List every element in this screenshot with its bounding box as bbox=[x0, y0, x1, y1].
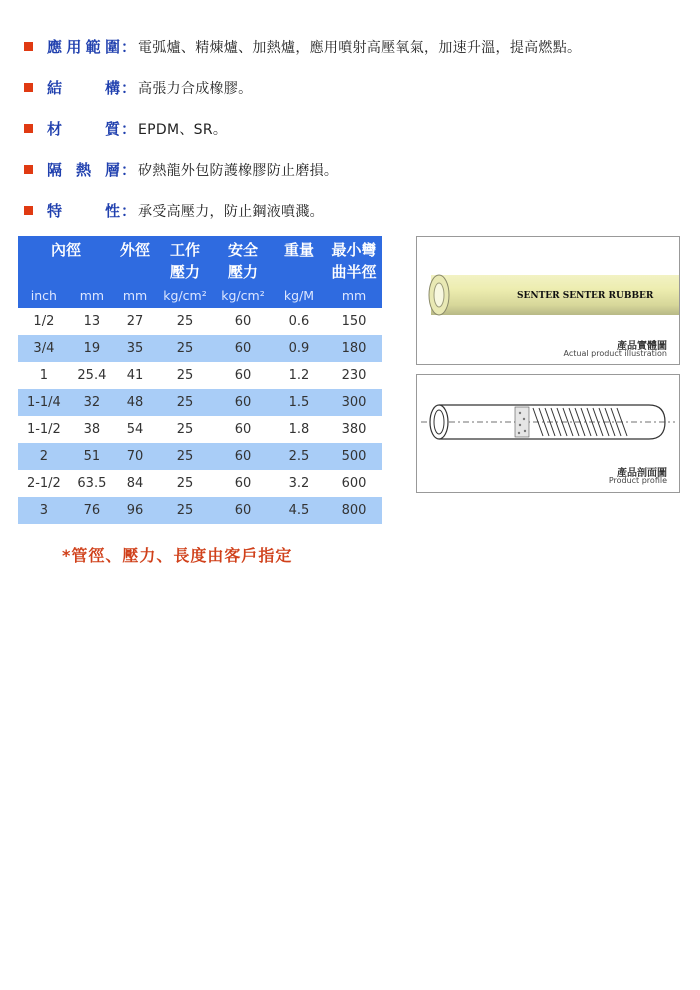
spec-value: 電弧爐、精煉爐、加熱爐，應用噴射高壓氧氣，加速升溫，提高燃點。 bbox=[138, 39, 582, 56]
table-cell: 60 bbox=[234, 314, 252, 329]
table-cell: 25 bbox=[156, 443, 214, 470]
table-row bbox=[18, 470, 382, 497]
unit-cell: kg/M bbox=[272, 282, 326, 308]
spec-row-feature bbox=[24, 190, 684, 231]
table-cell: 84 bbox=[126, 476, 144, 491]
table-cell: 600 bbox=[341, 476, 367, 491]
table-cell: 25.4 bbox=[77, 368, 107, 383]
table-cell: 1 bbox=[39, 368, 49, 383]
table-cell: 2 bbox=[18, 443, 70, 470]
table-row bbox=[18, 443, 382, 470]
table-cell: 380 bbox=[341, 422, 367, 437]
bullet-icon bbox=[24, 124, 33, 133]
spec-label: 隔 熱 層 bbox=[47, 161, 121, 179]
table-cell: 4.5 bbox=[272, 497, 326, 524]
table-cell: 3.2 bbox=[288, 476, 310, 491]
table-header-row bbox=[18, 236, 382, 260]
table-cell: 60 bbox=[234, 422, 252, 437]
header-blank bbox=[272, 260, 326, 282]
table-cell: 150 bbox=[341, 314, 367, 329]
table-cell: 0.9 bbox=[272, 335, 326, 362]
table-cell: 54 bbox=[126, 422, 144, 437]
photo-caption-cn: 產品實體圖 bbox=[617, 341, 667, 352]
table-cell: 35 bbox=[114, 335, 156, 362]
table-cell: 27 bbox=[126, 314, 144, 329]
spec-value: 承受高壓力，防止鋼液噴濺。 bbox=[138, 203, 324, 220]
table-cell: 38 bbox=[83, 422, 101, 437]
header-working-pressure: 工作 bbox=[156, 236, 214, 260]
photo-caption-en: Actual product illustration bbox=[563, 349, 667, 358]
spec-list bbox=[24, 26, 684, 231]
table-cell: 1/2 bbox=[33, 314, 55, 329]
table-unit-row bbox=[18, 282, 382, 308]
table-cell: 60 bbox=[234, 368, 252, 383]
spec-table bbox=[18, 236, 382, 524]
table-cell: 2-1/2 bbox=[26, 476, 61, 491]
colon: ： bbox=[121, 38, 137, 56]
table-cell: 41 bbox=[126, 368, 144, 383]
table-cell: 1.2 bbox=[288, 368, 310, 383]
header-blank bbox=[114, 260, 156, 282]
header-safety-pressure-2: 壓力 bbox=[214, 260, 272, 282]
unit-cell: kg/cm² bbox=[156, 282, 214, 308]
product-profile bbox=[416, 374, 680, 493]
table-cell: 70 bbox=[114, 443, 156, 470]
product-photo bbox=[416, 236, 680, 365]
table-cell: 180 bbox=[326, 335, 382, 362]
table-cell: 63.5 bbox=[77, 476, 107, 491]
header-working-pressure-2: 壓力 bbox=[156, 260, 214, 282]
table-row bbox=[18, 497, 382, 524]
table-cell: 51 bbox=[70, 443, 114, 470]
spec-label: 特 性 bbox=[47, 202, 121, 220]
colon: ： bbox=[121, 161, 137, 179]
unit-cell: mm bbox=[326, 282, 382, 308]
bullet-icon bbox=[24, 83, 33, 92]
table-row bbox=[18, 362, 382, 389]
table-cell: 60 bbox=[214, 443, 272, 470]
header-outer-diameter: 外徑 bbox=[114, 236, 156, 260]
table-cell: 76 bbox=[70, 497, 114, 524]
table-row bbox=[18, 308, 382, 335]
table-header-row-2 bbox=[18, 260, 382, 282]
table-cell: 300 bbox=[326, 389, 382, 416]
header-weight: 重量 bbox=[272, 236, 326, 260]
profile-caption-cn: 產品剖面圖 bbox=[617, 468, 667, 479]
bullet-icon bbox=[24, 206, 33, 215]
bullet-icon bbox=[24, 42, 33, 51]
table-cell: 500 bbox=[326, 443, 382, 470]
table-cell: 25 bbox=[176, 422, 194, 437]
colon: ： bbox=[121, 120, 137, 138]
table-cell: 3 bbox=[18, 497, 70, 524]
table-cell: 48 bbox=[114, 389, 156, 416]
table-cell: 13 bbox=[83, 314, 101, 329]
table-row bbox=[18, 335, 382, 362]
table-cell: 32 bbox=[70, 389, 114, 416]
table-cell: 3/4 bbox=[18, 335, 70, 362]
unit-cell: inch bbox=[18, 282, 70, 308]
table-cell: 2.5 bbox=[272, 443, 326, 470]
spec-value: 矽熱龍外包防護橡膠防止磨損。 bbox=[138, 162, 339, 179]
table-cell: 1.5 bbox=[272, 389, 326, 416]
spec-label: 結 構 bbox=[47, 79, 121, 97]
table-cell: 96 bbox=[114, 497, 156, 524]
table-cell: 0.6 bbox=[288, 314, 310, 329]
spec-value: EPDM、SR。 bbox=[138, 121, 228, 138]
header-min-bend-radius-2: 曲半徑 bbox=[326, 260, 382, 282]
spec-label: 應用範圍 bbox=[47, 38, 121, 56]
table-cell: 1-1/2 bbox=[26, 422, 61, 437]
colon: ： bbox=[121, 202, 137, 220]
profile-caption-en: Product profile bbox=[608, 476, 667, 485]
header-blank bbox=[18, 260, 114, 282]
table-cell: 25 bbox=[156, 335, 214, 362]
spec-value: 高張力合成橡膠。 bbox=[138, 80, 253, 97]
spec-row-application bbox=[24, 26, 684, 67]
header-safety-pressure: 安全 bbox=[214, 236, 272, 260]
table-cell: 19 bbox=[70, 335, 114, 362]
table-body bbox=[18, 308, 382, 524]
unit-cell: mm bbox=[114, 282, 156, 308]
table-cell: 25 bbox=[176, 314, 194, 329]
table-note: *管徑、壓力、長度由客戶指定 bbox=[62, 546, 293, 565]
spec-label: 材 質 bbox=[47, 120, 121, 138]
spec-row-material bbox=[24, 108, 684, 149]
unit-cell: kg/cm² bbox=[214, 282, 272, 308]
table-cell: 25 bbox=[156, 389, 214, 416]
unit-cell: mm bbox=[70, 282, 114, 308]
colon: ： bbox=[121, 79, 137, 97]
table-cell: 60 bbox=[234, 476, 252, 491]
table-cell: 60 bbox=[214, 335, 272, 362]
table-cell: 25 bbox=[156, 497, 214, 524]
bullet-icon bbox=[24, 165, 33, 174]
spec-row-structure bbox=[24, 67, 684, 108]
table-cell: 230 bbox=[341, 368, 367, 383]
table-cell: 25 bbox=[176, 368, 194, 383]
table-row bbox=[18, 416, 382, 443]
table-cell: 1.8 bbox=[288, 422, 310, 437]
spec-row-insulation bbox=[24, 149, 684, 190]
table-cell: 800 bbox=[326, 497, 382, 524]
hose-print-text: SENTER SENTER RUBBER bbox=[517, 291, 654, 301]
table-row bbox=[18, 389, 382, 416]
table-cell: 1-1/4 bbox=[18, 389, 70, 416]
header-inner-diameter: 內徑 bbox=[18, 236, 114, 260]
table-cell: 60 bbox=[214, 497, 272, 524]
table-cell: 25 bbox=[176, 476, 194, 491]
header-min-bend-radius: 最小彎 bbox=[326, 236, 382, 260]
table-cell: 60 bbox=[214, 389, 272, 416]
